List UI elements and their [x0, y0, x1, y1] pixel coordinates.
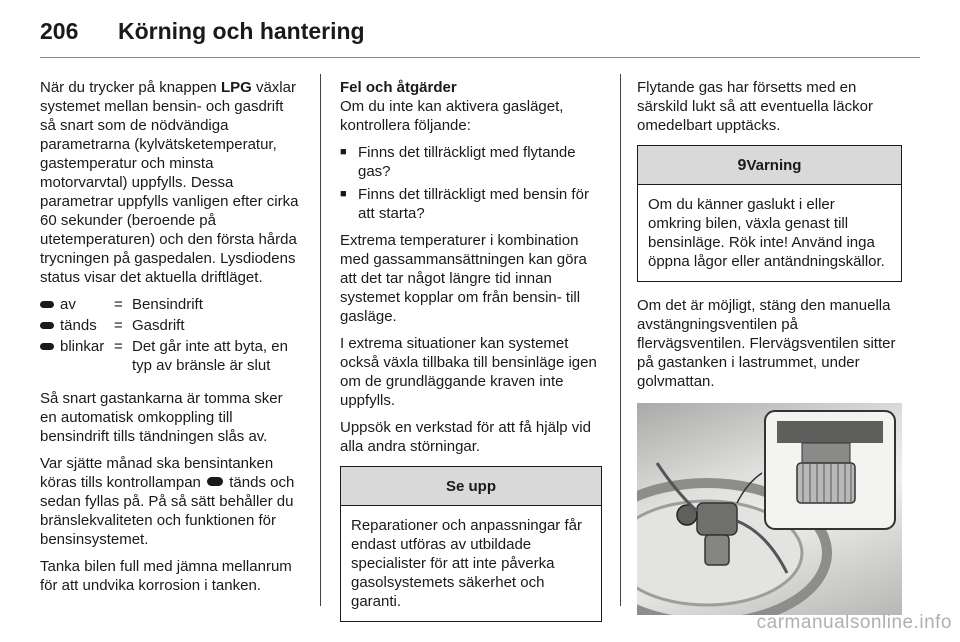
- led-lamp-icon: [40, 301, 54, 308]
- workshop-paragraph: Uppsök en verkstad för att få hjälp vid alla andra störningar.: [340, 419, 591, 455]
- column-1: [40, 78, 302, 603]
- check-list: [340, 143, 602, 223]
- led-status-row: av = Bensindrift: [40, 295, 302, 314]
- valve-body: [697, 503, 737, 535]
- fill-up-paragraph: Tanka bilen full med jämna mellanrum för att undvika korrosion i tanken.: [40, 558, 292, 594]
- led-lamp-icon: [40, 322, 54, 329]
- caution-body: Reparationer och anpassningar får endast utföras av utbildade specialister för att inte påverka gasolsystemets säkerhet och garanti.: [351, 517, 582, 610]
- section-title: Körning och hantering: [118, 18, 365, 44]
- caution-box: [340, 466, 602, 622]
- bullet-square-icon: ■: [340, 146, 347, 158]
- header-rule: [40, 57, 920, 58]
- caution-title: Se upp: [341, 467, 601, 506]
- page-number: 206: [40, 18, 79, 44]
- column-2: [340, 78, 602, 622]
- temperature-paragraph: Extrema temperaturer i kombination med gassammansättningen kan göra att det tar något längre tid innan systemet kopplar om från bensin- till gasläge.: [340, 232, 587, 325]
- led-lamp-icon: [40, 343, 54, 350]
- list-item: ■ Finns det tillräckligt med bensin för att starta?: [340, 186, 589, 222]
- warning-body: Om du känner gaslukt i eller omkring bilen, växla genast till bensinläge. Rök inte! Använd inga öppna lågor eller antändningskällor.: [648, 196, 885, 270]
- warning-title: Varning: [746, 157, 802, 174]
- faults-intro: Om du inte kan aktivera gasläget, kontrollera följande:: [340, 98, 564, 134]
- warning-triangle-icon: 9: [737, 157, 747, 174]
- multivalve-drawing: [637, 403, 902, 615]
- lpg-button-label: LPG: [220, 79, 252, 96]
- multivalve-illustration: [637, 403, 902, 615]
- lpg-intro-paragraph: När du trycker på knappen LPG växlar systemet mellan bensin- och gasdrift så snart som de nödvändiga parametrarna (kylvätsketemperatur, gastemperatur och minsta motorvarvtal) uppfylls. Dessa parametrar uppfylls vanligen efter cirka 60 sekunder (beroende på utetemperaturen) och den första hårda trycningen på gaspedalen. Lysdiodens status visar det aktuella driftläget.: [40, 79, 299, 286]
- bullet-square-icon: ■: [340, 188, 347, 200]
- page-header: [40, 18, 920, 52]
- led-status-row: blinkar = Det går inte att byta, en typ av bränsle är slut: [40, 337, 302, 375]
- led-status-table: [40, 295, 302, 375]
- list-item: ■ Finns det tillräckligt med flytande gas?: [340, 144, 576, 180]
- knurled-knob-icon: [797, 463, 855, 503]
- valve-closeup-neck: [802, 443, 850, 463]
- auto-switch-paragraph: Så snart gastankarna är tomma sker en automatisk omkoppling till bensindrift tills tändningen slås av.: [40, 390, 283, 445]
- watermark: carmanualsonline.info: [756, 612, 952, 633]
- petrol-tank-paragraph: Var sjätte månad ska bensintanken köras tills kontrollampan tänds och sedan fyllas på. På så sätt behåller du bränslekvaliteten och funktionen för bensinsystemet.: [40, 455, 295, 548]
- valve-stem: [705, 535, 729, 565]
- odour-paragraph: Flytande gas har försetts med en särskild lukt så att eventuella läckor omedelbart upptäcks.: [637, 79, 873, 134]
- column-divider-1: [320, 74, 321, 606]
- extreme-situations-paragraph: I extrema situationer kan systemet också växla tillbaka till bensinläge igen om de grundläggande kraven inte uppfylls.: [340, 335, 597, 409]
- warning-title-bar: [638, 146, 901, 185]
- column-3: [637, 78, 902, 615]
- column-divider-2: [620, 74, 621, 606]
- control-lamp-icon: [207, 477, 223, 486]
- led-status-row: tänds = Gasdrift: [40, 316, 302, 335]
- faults-heading: Fel och åtgärder: [340, 79, 457, 96]
- shutoff-valve-paragraph: Om det är möjligt, stäng den manuella avstängningsventilen på flervägsventilen. Flervägsventilen sitter på gastanken i lastrummet, under golvmattan.: [637, 297, 896, 390]
- warning-box: [637, 145, 902, 282]
- valve-closeup-top: [777, 421, 883, 443]
